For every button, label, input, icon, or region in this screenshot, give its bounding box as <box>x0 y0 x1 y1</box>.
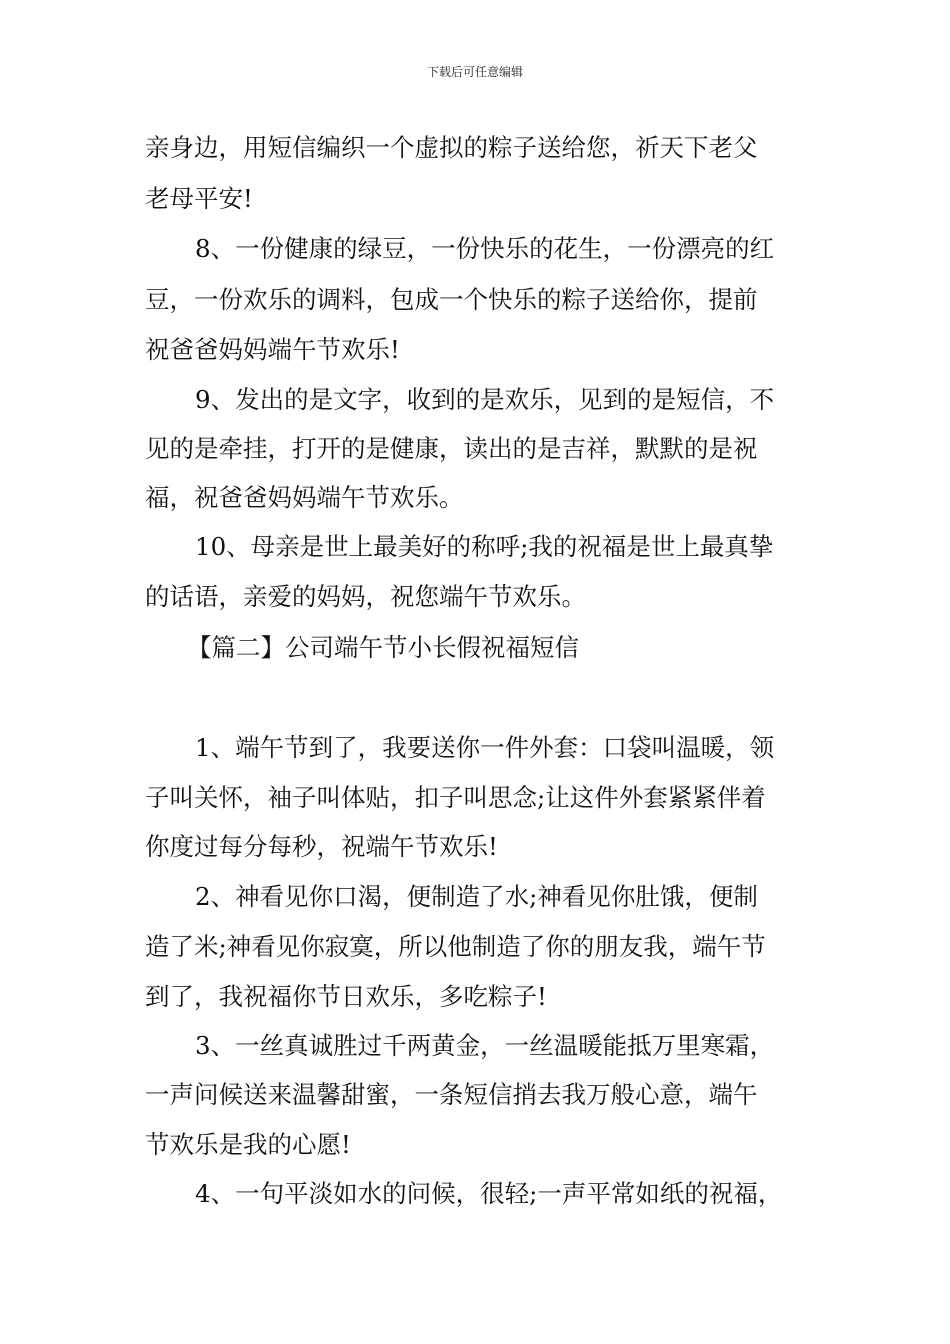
text-line: 造了米;神看见你寂寞，所以他制造了你的朋友我，端午节 <box>145 932 766 961</box>
section-heading: 【篇二】公司端午节小长假祝福短信 <box>187 633 579 662</box>
list-item-1: 1、端午节到了，我要送你一件外套：口袋叫温暖，领 <box>195 733 775 762</box>
text-line: 福，祝爸爸妈妈端午节欢乐。 <box>145 483 464 512</box>
text-line: 老母平安! <box>145 184 253 213</box>
list-item-8: 8、一份健康的绿豆，一份快乐的花生，一份漂亮的红 <box>195 234 775 263</box>
text-line: 一声问候送来温馨甜蜜，一条短信捎去我万般心意，端午 <box>145 1080 758 1109</box>
text-line: 亲身边，用短信编织一个虚拟的粽子送给您，祈天下老父 <box>145 133 758 162</box>
list-item-3: 3、一丝真诚胜过千两黄金，一丝温暖能抵万里寒霜， <box>195 1031 775 1060</box>
text-line: 见的是牵挂，打开的是健康，读出的是吉祥，默默的是祝 <box>145 434 758 463</box>
text-line: 豆，一份欢乐的调料，包成一个快乐的粽子送给你，提前 <box>145 285 758 314</box>
page-header: 下载后可任意编辑 <box>426 65 523 79</box>
text-line: 子叫关怀，袖子叫体贴，扣子叫思念;让这件外套紧紧伴着 <box>145 783 766 812</box>
text-line: 到了，我祝福你节日欢乐，多吃粽子! <box>145 982 547 1011</box>
text-line: 的话语，亲爱的妈妈，祝您端午节欢乐。 <box>145 582 586 611</box>
text-line: 节欢乐是我的心愿! <box>145 1130 351 1159</box>
text-line: 祝爸爸妈妈端午节欢乐! <box>145 335 400 364</box>
list-item-4: 4、一句平淡如水的问候，很轻;一声平常如纸的祝福， <box>195 1179 783 1208</box>
list-item-9: 9、发出的是文字，收到的是欢乐，见到的是短信，不 <box>195 385 775 414</box>
list-item-2: 2、神看见你口渴，便制造了水;神看见你肚饿，便制 <box>195 882 758 911</box>
text-line: 你度过每分每秒，祝端午节欢乐! <box>145 832 498 861</box>
list-item-10: 10、母亲是世上最美好的称呼;我的祝福是世上最真挚 <box>195 532 774 561</box>
